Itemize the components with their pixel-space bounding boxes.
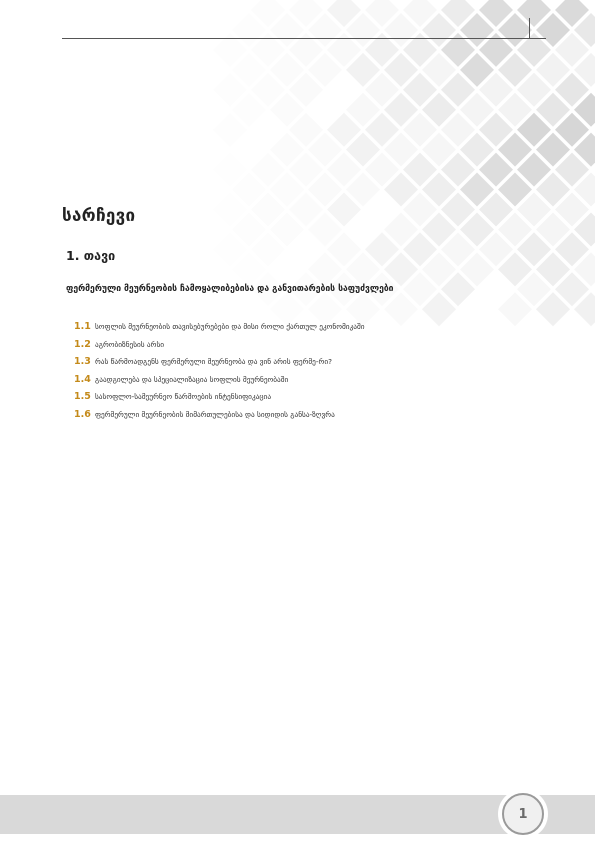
decor-diamond bbox=[536, 292, 570, 326]
decor-diamond bbox=[441, 113, 475, 147]
decor-diamond bbox=[365, 73, 399, 107]
decor-diamond bbox=[460, 252, 494, 286]
decor-diamond bbox=[536, 252, 570, 286]
decor-diamond bbox=[441, 0, 475, 27]
decor-diamond bbox=[441, 193, 475, 227]
decor-diamond bbox=[384, 133, 418, 167]
decor-diamond bbox=[517, 272, 551, 306]
decor-diamond bbox=[498, 212, 532, 246]
decor-diamond bbox=[346, 13, 380, 47]
decor-diamond bbox=[270, 13, 304, 47]
decor-diamond bbox=[460, 212, 494, 246]
decor-diamond bbox=[289, 113, 323, 147]
decor-diamond bbox=[384, 212, 418, 246]
decor-diamond bbox=[422, 93, 456, 127]
decor-diamond bbox=[308, 252, 342, 286]
decor-diamond bbox=[555, 113, 589, 147]
decor-diamond bbox=[232, 173, 266, 207]
decor-diamond bbox=[479, 0, 513, 27]
decor-diamond bbox=[498, 292, 532, 326]
decor-diamond bbox=[365, 0, 399, 27]
toc-entry-text: სასოფლო-სამეურნეო წარმოების ინტენსიფიკაცია bbox=[95, 392, 272, 401]
decor-diamond bbox=[479, 232, 513, 266]
decor-diamond bbox=[460, 173, 494, 207]
decor-diamond bbox=[270, 93, 304, 127]
decor-diamond bbox=[498, 13, 532, 47]
decor-diamond bbox=[213, 232, 247, 266]
decor-diamond bbox=[574, 93, 595, 127]
decor-diamond bbox=[308, 53, 342, 87]
decor-diamond bbox=[308, 212, 342, 246]
decor-diamond bbox=[422, 252, 456, 286]
decor-diamond bbox=[308, 173, 342, 207]
decor-diamond bbox=[498, 53, 532, 87]
decor-diamond bbox=[384, 53, 418, 87]
decor-diamond bbox=[517, 193, 551, 227]
decor-diamond bbox=[555, 193, 589, 227]
decor-diamond bbox=[365, 113, 399, 147]
page-number-ring bbox=[502, 793, 544, 835]
decor-diamond bbox=[232, 252, 266, 286]
decor-diamond bbox=[555, 232, 589, 266]
decor-diamond bbox=[536, 173, 570, 207]
decor-diamond bbox=[517, 113, 551, 147]
toc-entry-number: 1.5 bbox=[74, 391, 91, 402]
toc-entry-number: 1.3 bbox=[74, 356, 91, 367]
toc-entry-number: 1.6 bbox=[74, 408, 91, 420]
decor-diamond bbox=[270, 173, 304, 207]
toc-entries bbox=[74, 321, 394, 426]
decor-diamond bbox=[270, 212, 304, 246]
decor-diamond bbox=[403, 73, 437, 107]
decor-diamond bbox=[384, 13, 418, 47]
header-rule bbox=[62, 38, 546, 39]
toc-entry[interactable] bbox=[74, 339, 394, 351]
decor-diamond bbox=[574, 53, 595, 87]
decor-diamond bbox=[517, 153, 551, 187]
toc-title: სარჩევი bbox=[62, 206, 136, 226]
decor-diamond bbox=[270, 53, 304, 87]
decor-diamond bbox=[574, 13, 595, 47]
toc-entry[interactable] bbox=[74, 409, 394, 421]
decor-diamond bbox=[574, 133, 595, 167]
decor-diamond bbox=[555, 0, 589, 27]
decor-diamond bbox=[536, 133, 570, 167]
decor-diamond bbox=[327, 0, 361, 27]
decor-diamond bbox=[460, 53, 494, 87]
toc-entry[interactable] bbox=[74, 356, 394, 368]
toc-entry-text: რას წარმოადგენს ფერმერული მეურნეობა და ვინ არის ფერმე-რი? bbox=[95, 357, 332, 366]
decor-diamond bbox=[574, 173, 595, 207]
decor-diamond bbox=[460, 13, 494, 47]
decor-diamond bbox=[422, 133, 456, 167]
decor-diamond bbox=[555, 272, 589, 306]
decor-diamond bbox=[270, 133, 304, 167]
decor-diamond bbox=[327, 153, 361, 187]
page-number: 1 bbox=[518, 806, 528, 822]
decor-diamond bbox=[479, 193, 513, 227]
decor-diamond bbox=[536, 212, 570, 246]
decor-diamond bbox=[365, 153, 399, 187]
toc-entry-text: აგრობიზნესის არსი bbox=[95, 339, 165, 349]
decor-diamond bbox=[422, 292, 456, 326]
decor-diamond bbox=[555, 73, 589, 107]
decor-diamond bbox=[441, 73, 475, 107]
decor-diamond bbox=[422, 212, 456, 246]
toc-entry-text: გაადგილება და სპეციალიზაცია სოფლის მეურნეობაში bbox=[95, 374, 289, 384]
decor-diamond bbox=[441, 153, 475, 187]
decor-diamond bbox=[403, 193, 437, 227]
decor-diamond bbox=[555, 33, 589, 67]
chapter-title: 1. თავი bbox=[66, 248, 116, 263]
decor-diamond bbox=[403, 153, 437, 187]
decor-diamond bbox=[346, 133, 380, 167]
toc-entry[interactable] bbox=[74, 391, 394, 403]
toc-entry-number: 1.1 bbox=[74, 321, 91, 332]
decor-diamond bbox=[327, 193, 361, 227]
decor-diamond bbox=[232, 212, 266, 246]
decor-diamond bbox=[232, 93, 266, 127]
decor-diamond bbox=[403, 113, 437, 147]
page-number-badge bbox=[498, 789, 548, 839]
decor-diamond bbox=[574, 292, 595, 326]
decor-diamond bbox=[365, 232, 399, 266]
decor-diamond bbox=[289, 153, 323, 187]
decor-diamond bbox=[289, 73, 323, 107]
decor-diamond bbox=[213, 73, 247, 107]
decor-diamond bbox=[498, 93, 532, 127]
decor-diamond bbox=[441, 232, 475, 266]
decor-diamond bbox=[213, 193, 247, 227]
decor-diamond bbox=[384, 173, 418, 207]
decor-diamond bbox=[517, 0, 551, 27]
decor-diamond bbox=[441, 272, 475, 306]
decor-diamond bbox=[289, 193, 323, 227]
toc-entry-number: 1.2 bbox=[74, 338, 91, 350]
decor-diamond bbox=[346, 173, 380, 207]
decor-diamond bbox=[574, 212, 595, 246]
toc-entry-text: სოფლის მეურნეობის თავისებურებები და მისი როლი ქართულ ეკონომიკაში bbox=[95, 322, 365, 331]
decor-diamond bbox=[251, 0, 285, 27]
decor-diamond bbox=[479, 73, 513, 107]
decor-diamond bbox=[327, 232, 361, 266]
section-heading: ფერმერული მეურნეობის ჩამოყალიბებისა და განვითარების საფუძვლები bbox=[66, 284, 394, 294]
header-tick bbox=[529, 18, 530, 38]
decor-diamond bbox=[422, 13, 456, 47]
decor-diamond bbox=[232, 13, 266, 47]
decor-diamond bbox=[517, 73, 551, 107]
decor-diamond bbox=[479, 153, 513, 187]
toc-entry-text: ფერმერული მეურნეობის მიმართულებისა და სიდიდის განსა-ზღვრა bbox=[95, 409, 335, 419]
decor-diamond bbox=[384, 252, 418, 286]
decor-diamond bbox=[251, 193, 285, 227]
decor-diamond bbox=[422, 53, 456, 87]
decor-diamond bbox=[460, 133, 494, 167]
decor-diamond bbox=[403, 0, 437, 27]
decor-diamond bbox=[346, 252, 380, 286]
decor-diamond bbox=[498, 133, 532, 167]
decor-diamond bbox=[498, 252, 532, 286]
decor-diamond bbox=[422, 173, 456, 207]
decor-diamond bbox=[327, 113, 361, 147]
decor-diamond bbox=[536, 93, 570, 127]
decor-diamond bbox=[346, 53, 380, 87]
decor-diamond bbox=[536, 13, 570, 47]
decor-diamond bbox=[574, 252, 595, 286]
decor-diamond bbox=[384, 93, 418, 127]
decor-diamond bbox=[517, 232, 551, 266]
decor-diamond bbox=[460, 93, 494, 127]
decor-diamond bbox=[555, 153, 589, 187]
toc-entry[interactable] bbox=[74, 374, 394, 386]
decor-diamond bbox=[213, 153, 247, 187]
decor-diamond bbox=[251, 73, 285, 107]
toc-entry-number: 1.4 bbox=[74, 373, 91, 385]
decor-diamond bbox=[289, 0, 323, 27]
decor-diamond bbox=[403, 232, 437, 266]
decor-diamond bbox=[403, 272, 437, 306]
decor-diamond bbox=[346, 93, 380, 127]
decor-diamond bbox=[213, 113, 247, 147]
decor-diamond bbox=[536, 53, 570, 87]
decor-diamond bbox=[251, 232, 285, 266]
decor-diamond bbox=[308, 13, 342, 47]
decor-diamond bbox=[251, 153, 285, 187]
decor-diamond bbox=[308, 133, 342, 167]
decor-diamond bbox=[479, 113, 513, 147]
decor-diamond bbox=[232, 53, 266, 87]
decor-diamond bbox=[498, 173, 532, 207]
toc-entry[interactable] bbox=[74, 321, 394, 333]
